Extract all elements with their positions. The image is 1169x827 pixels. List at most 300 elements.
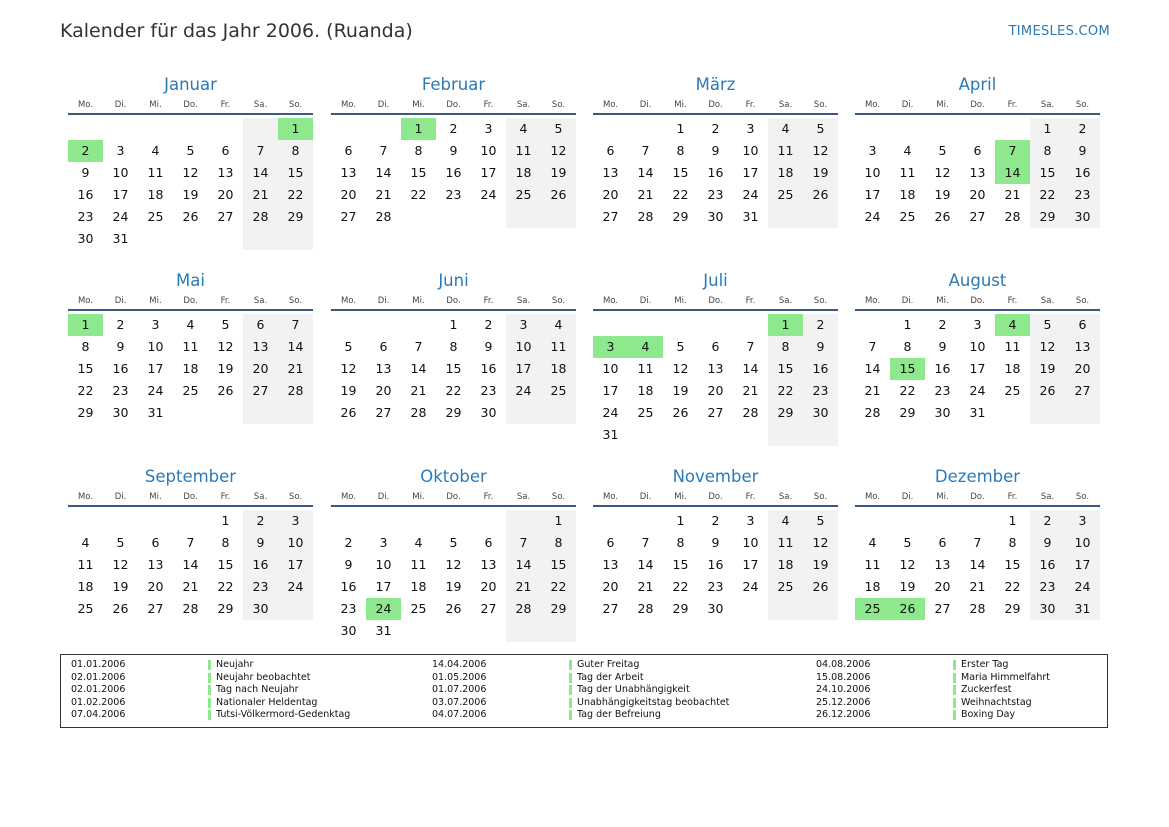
- day-cell: 24: [742, 187, 759, 202]
- legend-row: [816, 659, 1050, 672]
- weekday-label: Fr.: [483, 100, 494, 110]
- weekday-label: Mo.: [602, 492, 619, 502]
- empty-cell: [436, 620, 471, 642]
- brand-logo-link[interactable]: TIMESLES.COM: [1008, 24, 1110, 39]
- day-cell: 11: [864, 557, 881, 572]
- day-grid: [593, 510, 838, 620]
- day-cell: 19: [217, 361, 234, 376]
- weekday-label: Fr.: [745, 296, 756, 306]
- day-cell: 15: [672, 165, 689, 180]
- day-cell: 13: [602, 557, 619, 572]
- day-cell: 25: [506, 184, 541, 206]
- holiday-day-cell: 3: [593, 336, 628, 358]
- empty-cell: [278, 598, 313, 620]
- weekday-header: [593, 97, 838, 115]
- day-cell: 1: [541, 510, 576, 532]
- holiday-marker: [953, 698, 956, 708]
- day-cell: 20: [243, 358, 278, 380]
- weekday-header: [331, 97, 576, 115]
- holiday-day-cell: 1: [401, 118, 436, 140]
- day-cell: 4: [186, 317, 195, 332]
- weekday-label: Mi.: [674, 100, 687, 110]
- holiday-day-cell: 24: [366, 598, 401, 620]
- day-cell: 19: [1030, 358, 1065, 380]
- day-cell: 25: [1004, 383, 1021, 398]
- weekday-label: Mi.: [674, 296, 687, 306]
- day-cell: 12: [217, 339, 234, 354]
- day-cell: 4: [768, 510, 803, 532]
- month-name: Juni: [438, 271, 469, 290]
- day-cell: 23: [1065, 184, 1100, 206]
- holiday-day-cell: 14: [995, 162, 1030, 184]
- day-cell: 31: [112, 231, 129, 246]
- day-cell: 27: [147, 601, 164, 616]
- day-cell: 12: [672, 361, 689, 376]
- month-1: [68, 73, 313, 250]
- day-cell: 15: [445, 361, 462, 376]
- day-cell: 19: [672, 383, 689, 398]
- day-cell: 11: [147, 165, 164, 180]
- day-cell: 1: [449, 317, 458, 332]
- month-name: März: [695, 75, 736, 94]
- day-cell: 28: [637, 209, 654, 224]
- legend-column: [71, 659, 350, 722]
- day-cell: 6: [711, 339, 720, 354]
- weekday-label: Mi.: [936, 100, 949, 110]
- empty-cell: [208, 402, 243, 424]
- day-cell: 21: [969, 579, 986, 594]
- day-cell: 10: [375, 557, 392, 572]
- day-cell: 9: [344, 557, 353, 572]
- day-cell: 13: [969, 165, 986, 180]
- weekday-label: Fr.: [220, 296, 231, 306]
- day-cell: 1: [221, 513, 230, 528]
- day-cell: 6: [1065, 314, 1100, 336]
- holiday-day-cell: 4: [995, 314, 1030, 336]
- weekday-label: Mi.: [149, 296, 162, 306]
- legend-row: [71, 684, 350, 697]
- legend-row: [71, 697, 350, 710]
- day-cell: 30: [480, 405, 497, 420]
- day-cell: 8: [541, 532, 576, 554]
- weekday-label: Fr.: [1007, 296, 1018, 306]
- day-cell: 9: [81, 165, 90, 180]
- holiday-date: 15.08.2006: [816, 671, 871, 683]
- holiday-marker: [208, 698, 211, 708]
- holiday-date: 03.07.2006: [432, 696, 487, 708]
- empty-cell: [506, 206, 541, 228]
- empty-cell: [243, 402, 278, 424]
- day-cell: 15: [1004, 557, 1021, 572]
- day-cell: 13: [147, 557, 164, 572]
- day-cell: 30: [112, 405, 129, 420]
- day-cell: 16: [340, 579, 357, 594]
- day-cell: 28: [410, 405, 427, 420]
- day-cell: 20: [707, 383, 724, 398]
- day-cell: 7: [641, 143, 650, 158]
- weekday-label: Mo.: [77, 296, 94, 306]
- holiday-day-cell: 2: [68, 140, 103, 162]
- day-cell: 9: [116, 339, 125, 354]
- weekday-label: Mi.: [149, 100, 162, 110]
- day-cell: 10: [742, 143, 759, 158]
- weekday-header: [68, 293, 313, 311]
- day-cell: 20: [480, 579, 497, 594]
- holiday-date: 01.05.2006: [432, 671, 487, 683]
- legend-row: [432, 697, 729, 710]
- empty-cell: [593, 118, 628, 140]
- day-grid: [331, 118, 576, 228]
- day-cell: 21: [375, 187, 392, 202]
- day-cell: 14: [637, 165, 654, 180]
- weekday-label: Sa.: [516, 296, 531, 306]
- day-cell: 25: [768, 576, 803, 598]
- day-cell: 23: [707, 579, 724, 594]
- holiday-date: 04.08.2006: [816, 659, 871, 670]
- day-cell: 22: [410, 187, 427, 202]
- holiday-name: Neujahr: [216, 659, 254, 670]
- holiday-date: 26.12.2006: [816, 709, 871, 721]
- day-cell: 29: [899, 405, 916, 420]
- day-cell: 16: [112, 361, 129, 376]
- day-cell: 23: [803, 380, 838, 402]
- day-cell: 26: [217, 383, 234, 398]
- day-cell: 3: [746, 513, 755, 528]
- holiday-marker: [208, 710, 211, 720]
- holiday-date: 04.07.2006: [432, 709, 487, 721]
- day-cell: 27: [375, 405, 392, 420]
- day-cell: 2: [449, 121, 458, 136]
- empty-cell: [366, 510, 401, 532]
- day-cell: 28: [506, 598, 541, 620]
- day-cell: 18: [768, 162, 803, 184]
- day-cell: 2: [243, 510, 278, 532]
- day-cell: 11: [541, 336, 576, 358]
- day-cell: 24: [602, 405, 619, 420]
- weekday-label: Mi.: [412, 492, 425, 502]
- empty-cell: [506, 620, 541, 642]
- day-cell: 24: [278, 576, 313, 598]
- empty-cell: [803, 424, 838, 446]
- day-cell: 7: [186, 535, 195, 550]
- day-cell: 20: [340, 187, 357, 202]
- weekday-label: Mo.: [864, 492, 881, 502]
- day-cell: 9: [1065, 140, 1100, 162]
- weekday-label: Di.: [639, 100, 652, 110]
- day-cell: 30: [803, 402, 838, 424]
- day-cell: 21: [278, 358, 313, 380]
- holiday-day-cell: 7: [995, 140, 1030, 162]
- weekday-header: [855, 489, 1100, 507]
- day-cell: 3: [484, 121, 493, 136]
- weekday-label: Mo.: [602, 296, 619, 306]
- holiday-marker: [953, 710, 956, 720]
- holiday-date: 25.12.2006: [816, 696, 871, 708]
- day-cell: 2: [711, 513, 720, 528]
- day-cell: 23: [1030, 576, 1065, 598]
- day-cell: 23: [77, 209, 94, 224]
- day-cell: 11: [410, 557, 427, 572]
- day-cell: 3: [379, 535, 388, 550]
- weekday-label: Di.: [377, 100, 390, 110]
- day-cell: 30: [707, 209, 724, 224]
- day-cell: 8: [768, 336, 803, 358]
- day-cell: 12: [1030, 336, 1065, 358]
- day-cell: 26: [445, 601, 462, 616]
- weekday-label: Sa.: [778, 100, 793, 110]
- day-cell: 13: [375, 361, 392, 376]
- holiday-date: 24.10.2006: [816, 684, 871, 696]
- empty-cell: [331, 510, 366, 532]
- day-cell: 22: [1030, 184, 1065, 206]
- empty-cell: [243, 228, 278, 250]
- holiday-name: Guter Freitag: [577, 659, 640, 670]
- empty-cell: [138, 118, 173, 140]
- day-cell: 22: [768, 380, 803, 402]
- day-grid: [593, 118, 838, 228]
- day-cell: 18: [410, 579, 427, 594]
- day-cell: 4: [414, 535, 423, 550]
- empty-cell: [628, 118, 663, 140]
- empty-cell: [436, 510, 471, 532]
- day-cell: 14: [506, 554, 541, 576]
- day-cell: 13: [602, 165, 619, 180]
- day-cell: 29: [672, 209, 689, 224]
- weekday-header: [331, 489, 576, 507]
- empty-cell: [768, 424, 803, 446]
- day-grid: [68, 510, 313, 620]
- day-cell: 28: [1004, 209, 1021, 224]
- holiday-marker: [569, 673, 572, 683]
- day-cell: 18: [147, 187, 164, 202]
- day-cell: 20: [375, 383, 392, 398]
- day-cell: 26: [182, 209, 199, 224]
- month-12: [855, 465, 1100, 620]
- day-cell: 16: [803, 358, 838, 380]
- day-cell: 22: [541, 576, 576, 598]
- day-cell: 13: [934, 557, 951, 572]
- day-cell: 10: [969, 339, 986, 354]
- weekday-label: Do.: [708, 492, 723, 502]
- day-grid: [593, 314, 838, 446]
- day-cell: 12: [340, 361, 357, 376]
- day-cell: 4: [541, 314, 576, 336]
- day-cell: 24: [480, 187, 497, 202]
- day-cell: 12: [803, 532, 838, 554]
- day-cell: 31: [742, 209, 759, 224]
- day-cell: 31: [1065, 598, 1100, 620]
- empty-cell: [1030, 402, 1065, 424]
- day-cell: 12: [934, 165, 951, 180]
- holiday-day-cell: 1: [68, 314, 103, 336]
- day-cell: 10: [506, 336, 541, 358]
- day-cell: 6: [221, 143, 230, 158]
- holiday-date: 01.07.2006: [432, 684, 487, 696]
- day-cell: 22: [899, 383, 916, 398]
- day-cell: 6: [151, 535, 160, 550]
- day-cell: 15: [410, 165, 427, 180]
- weekday-label: Sa.: [1040, 100, 1055, 110]
- weekday-label: Di.: [901, 296, 914, 306]
- day-cell: 18: [182, 361, 199, 376]
- weekday-label: Sa.: [1040, 296, 1055, 306]
- empty-cell: [173, 402, 208, 424]
- day-cell: 13: [1065, 336, 1100, 358]
- weekday-label: Di.: [114, 296, 127, 306]
- empty-cell: [173, 510, 208, 532]
- empty-cell: [1065, 402, 1100, 424]
- day-cell: 3: [868, 143, 877, 158]
- day-cell: 9: [711, 143, 720, 158]
- empty-cell: [541, 620, 576, 642]
- weekday-label: Do.: [970, 296, 985, 306]
- legend-row: [71, 709, 350, 722]
- holiday-name: Neujahr beobachtet: [216, 671, 311, 683]
- month-9: [68, 465, 313, 620]
- day-cell: 17: [480, 165, 497, 180]
- empty-cell: [628, 510, 663, 532]
- day-cell: 31: [375, 623, 392, 638]
- legend-row: [816, 672, 1050, 685]
- day-cell: 19: [112, 579, 129, 594]
- day-cell: 24: [1065, 576, 1100, 598]
- weekday-label: Mo.: [602, 100, 619, 110]
- day-cell: 11: [182, 339, 199, 354]
- day-cell: 16: [934, 361, 951, 376]
- empty-cell: [925, 118, 960, 140]
- day-cell: 26: [803, 576, 838, 598]
- day-cell: 5: [344, 339, 353, 354]
- empty-cell: [768, 598, 803, 620]
- day-cell: 18: [899, 187, 916, 202]
- weekday-header: [331, 293, 576, 311]
- day-cell: 29: [1030, 206, 1065, 228]
- weekday-label: Mi.: [936, 492, 949, 502]
- day-cell: 9: [1030, 532, 1065, 554]
- holiday-name: Erster Tag: [961, 659, 1009, 670]
- day-cell: 28: [969, 601, 986, 616]
- day-cell: 22: [1004, 579, 1021, 594]
- day-cell: 14: [375, 165, 392, 180]
- day-cell: 5: [803, 118, 838, 140]
- weekday-label: Fr.: [483, 296, 494, 306]
- empty-cell: [960, 510, 995, 532]
- day-cell: 1: [1008, 513, 1017, 528]
- holiday-date: 02.01.2006: [71, 671, 126, 683]
- day-cell: 21: [742, 383, 759, 398]
- legend-row: [432, 672, 729, 685]
- day-cell: 27: [969, 209, 986, 224]
- weekday-label: Di.: [639, 296, 652, 306]
- day-cell: 15: [217, 557, 234, 572]
- day-cell: 9: [484, 339, 493, 354]
- day-cell: 19: [803, 554, 838, 576]
- weekday-label: So.: [1075, 492, 1090, 502]
- day-cell: 8: [278, 140, 313, 162]
- weekday-label: Fr.: [220, 100, 231, 110]
- holiday-name: Nationaler Heldentag: [216, 696, 318, 708]
- weekday-label: Sa.: [1040, 492, 1055, 502]
- day-cell: 29: [541, 598, 576, 620]
- day-cell: 20: [602, 187, 619, 202]
- legend-row: [71, 672, 350, 685]
- day-cell: 2: [1030, 510, 1065, 532]
- day-cell: 30: [77, 231, 94, 246]
- empty-cell: [471, 620, 506, 642]
- day-cell: 21: [243, 184, 278, 206]
- month-name: August: [948, 271, 1007, 290]
- day-cell: 5: [221, 317, 230, 332]
- day-cell: 13: [480, 557, 497, 572]
- day-cell: 14: [182, 557, 199, 572]
- weekday-label: So.: [1075, 100, 1090, 110]
- day-cell: 12: [445, 557, 462, 572]
- day-grid: [68, 118, 313, 250]
- weekday-header: [593, 293, 838, 311]
- day-cell: 17: [864, 187, 881, 202]
- weekday-label: So.: [288, 492, 303, 502]
- day-cell: 16: [243, 554, 278, 576]
- day-cell: 31: [602, 427, 619, 442]
- day-cell: 16: [480, 361, 497, 376]
- day-cell: 17: [969, 361, 986, 376]
- empty-cell: [890, 118, 925, 140]
- day-cell: 26: [1030, 380, 1065, 402]
- day-cell: 30: [340, 623, 357, 638]
- weekday-label: Do.: [183, 100, 198, 110]
- day-cell: 30: [707, 601, 724, 616]
- holiday-name: Unabhängigkeitstag beobachtet: [577, 696, 730, 708]
- day-cell: 23: [112, 383, 129, 398]
- day-cell: 12: [112, 557, 129, 572]
- day-cell: 17: [1065, 554, 1100, 576]
- day-cell: 7: [414, 339, 423, 354]
- day-cell: 26: [934, 209, 951, 224]
- weekday-label: So.: [813, 100, 828, 110]
- holiday-name: Weihnachtstag: [961, 696, 1032, 708]
- day-cell: 22: [445, 383, 462, 398]
- day-cell: 5: [676, 339, 685, 354]
- day-cell: 22: [278, 184, 313, 206]
- empty-cell: [995, 118, 1030, 140]
- day-cell: 2: [116, 317, 125, 332]
- day-cell: 19: [934, 187, 951, 202]
- empty-cell: [803, 598, 838, 620]
- day-cell: 17: [375, 579, 392, 594]
- day-cell: 11: [899, 165, 916, 180]
- month-8: [855, 269, 1100, 424]
- holiday-legend: [60, 654, 1108, 728]
- day-cell: 25: [77, 601, 94, 616]
- weekday-label: Sa.: [778, 296, 793, 306]
- day-cell: 26: [803, 184, 838, 206]
- weekday-label: Mi.: [674, 492, 687, 502]
- weekday-label: Mo.: [340, 100, 357, 110]
- day-cell: 6: [484, 535, 493, 550]
- empty-cell: [401, 206, 436, 228]
- day-cell: 17: [147, 361, 164, 376]
- month-name: Januar: [164, 75, 217, 94]
- holiday-marker: [208, 685, 211, 695]
- day-cell: 30: [934, 405, 951, 420]
- day-cell: 8: [414, 143, 423, 158]
- empty-cell: [506, 510, 541, 532]
- day-cell: 8: [676, 143, 685, 158]
- empty-cell: [278, 402, 313, 424]
- day-cell: 28: [375, 209, 392, 224]
- weekday-label: Sa.: [516, 492, 531, 502]
- day-cell: 17: [742, 557, 759, 572]
